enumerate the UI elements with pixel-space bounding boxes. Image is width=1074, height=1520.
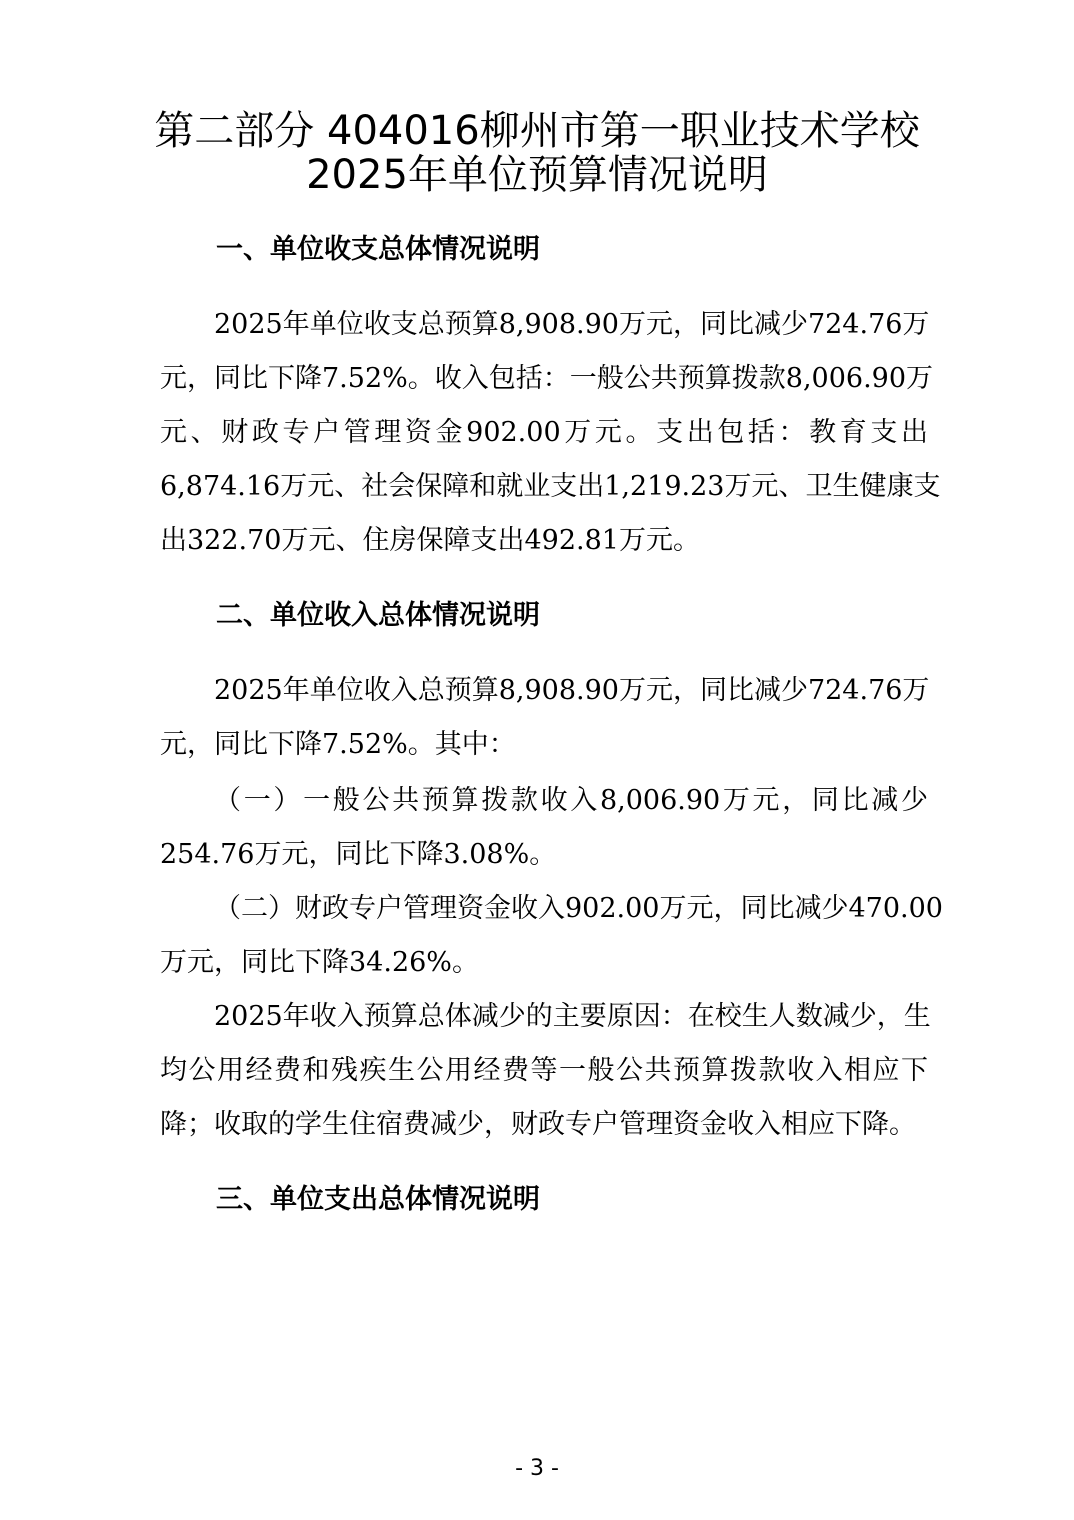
page-number: - 3 - (515, 1456, 559, 1481)
paragraph-line: 万元，同比下降34.26%。 (160, 947, 479, 978)
paragraph-line: （一）一般公共预算拨款收入8,006.90万元，同比减少 (214, 785, 928, 816)
document-title-line-1: 第二部分 404016柳州市第一职业技术学校 (154, 108, 920, 154)
paragraph-line: 元，同比下降7.52%。其中： (160, 729, 516, 760)
paragraph-line: 元，同比下降7.52%。收入包括：一般公共预算拨款8,006.90万 (160, 363, 934, 394)
paragraph-line: 2025年收入预算总体减少的主要原因：在校生人数减少，生 (214, 1001, 931, 1032)
section-heading-2: 二、单位收入总体情况说明 (216, 600, 540, 631)
paragraph-line: 降；收取的学生住宿费减少，财政专户管理资金收入相应下降。 (160, 1109, 916, 1140)
document-title-line-2: 2025年单位预算情况说明 (306, 152, 768, 198)
section-heading-1: 一、单位收支总体情况说明 (216, 234, 540, 265)
paragraph-line: 元、财政专户管理资金902.00万元。支出包括：教育支出 (160, 417, 928, 448)
paragraph-line: 254.76万元，同比下降3.08%。 (160, 839, 557, 870)
paragraph-line: 出322.70万元、住房保障支出492.81万元。 (160, 525, 700, 556)
paragraph-line: 6,874.16万元、社会保障和就业支出1,219.23万元、卫生健康支 (160, 471, 941, 502)
paragraph-line: 2025年单位收入总预算8,908.90万元，同比减少724.76万 (214, 675, 930, 706)
paragraph-line: 均公用经费和残疾生公用经费等一般公共预算拨款收入相应下 (160, 1055, 928, 1086)
section-heading-3: 三、单位支出总体情况说明 (216, 1184, 540, 1215)
paragraph-line: （二）财政专户管理资金收入902.00万元，同比减少470.00 (214, 893, 943, 924)
paragraph-line: 2025年单位收支总预算8,908.90万元，同比减少724.76万 (214, 309, 930, 340)
